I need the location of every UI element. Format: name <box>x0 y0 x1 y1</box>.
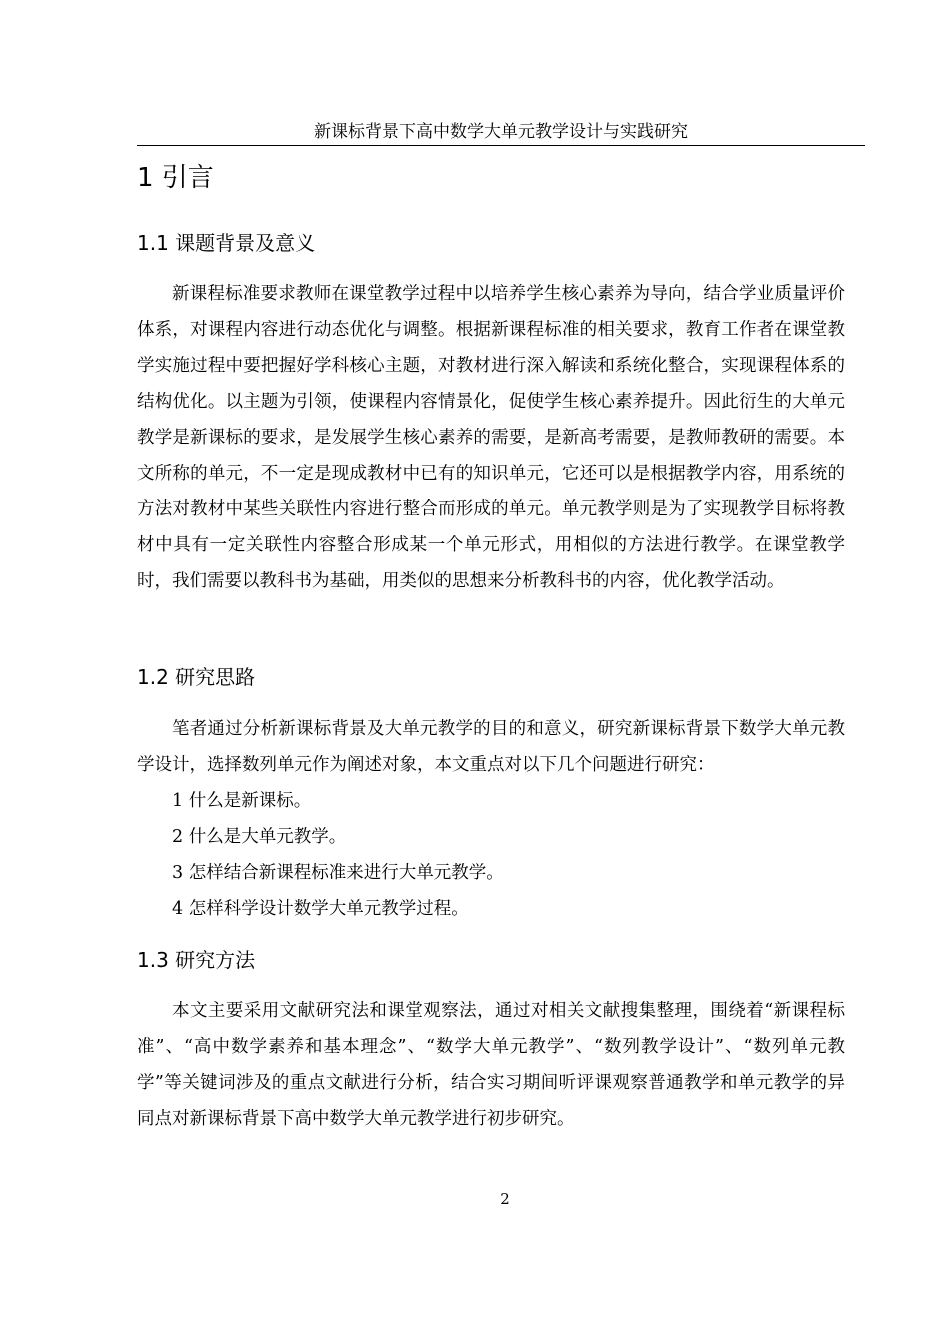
running-header: 新课标背景下高中数学大单元教学设计与实践研究 <box>314 122 688 142</box>
page-number: 2 <box>500 1190 510 1208</box>
list-item: 2 什么是大单元教学。 <box>172 826 347 847</box>
list-item: 4 怎样科学设计数学大单元教学过程。 <box>172 898 469 919</box>
research-questions-list <box>172 784 504 928</box>
list-item: 1 什么是新课标。 <box>172 791 312 811</box>
section-heading-background: 1.1 课题背景及意义 <box>137 231 316 255</box>
header-rule <box>137 145 865 146</box>
chapter-title: 1 引言 <box>137 163 214 193</box>
paragraph-background: 新课程标准要求教师在课堂教学过程中以培养学生核心素养为导向，结合学业质量评价体系，对课程内容进行动态优化与调整。根据新课程标准的相关要求，教育工作者在课堂教学实施过程中要把握好学科核心主题，对教材进行深入解读和系统化整合，实现课程体系的结构优化。以主题为引领，使课程内容情景化，促使学生核心素养提升。因此衍生的大单元教学是新课标的要求，是发展学生核心素养的需要，是新高考需要，是教师教研的需要。本文所称的单元，不一定是现成教材中已有的知识单元，它还可以是根据教学内容，用系统的方法对教材中某些关联性内容进行整合而形成的单元。单元教学则是为了实现教学目标将教材中具有一定关联性内容整合形成某一个单元形式，用相似的方法进行教学。在课堂教学时，我们需要以教科书为基础，用类似的思想来分析教科书的内容，优化教学活动。 <box>137 284 845 592</box>
paragraph-methods: 本文主要采用文献研究法和课堂观察法，通过对相关文献搜集整理，围绕着“新课程标准”、“高中数学素养和基本理念”、“数学大单元教学”、“数列教学设计”、“数列单元教学”等关键词涉及的重点文献进行分析，结合实习期间听评课观察普通教学和单元教学的异同点对新课标背景下高中数学大单元教学进行初步研究。 <box>137 1001 845 1129</box>
section-heading-approach: 1.2 研究思路 <box>137 665 256 689</box>
section-heading-methods: 1.3 研究方法 <box>137 948 256 972</box>
list-item: 3 怎样结合新课程标准来进行大单元教学。 <box>172 862 504 883</box>
paragraph-approach: 笔者通过分析新课标背景及大单元教学的目的和意义，研究新课标背景下数学大单元教学设计，选择数列单元作为阐述对象，本文重点对以下几个问题进行研究： <box>137 719 845 775</box>
